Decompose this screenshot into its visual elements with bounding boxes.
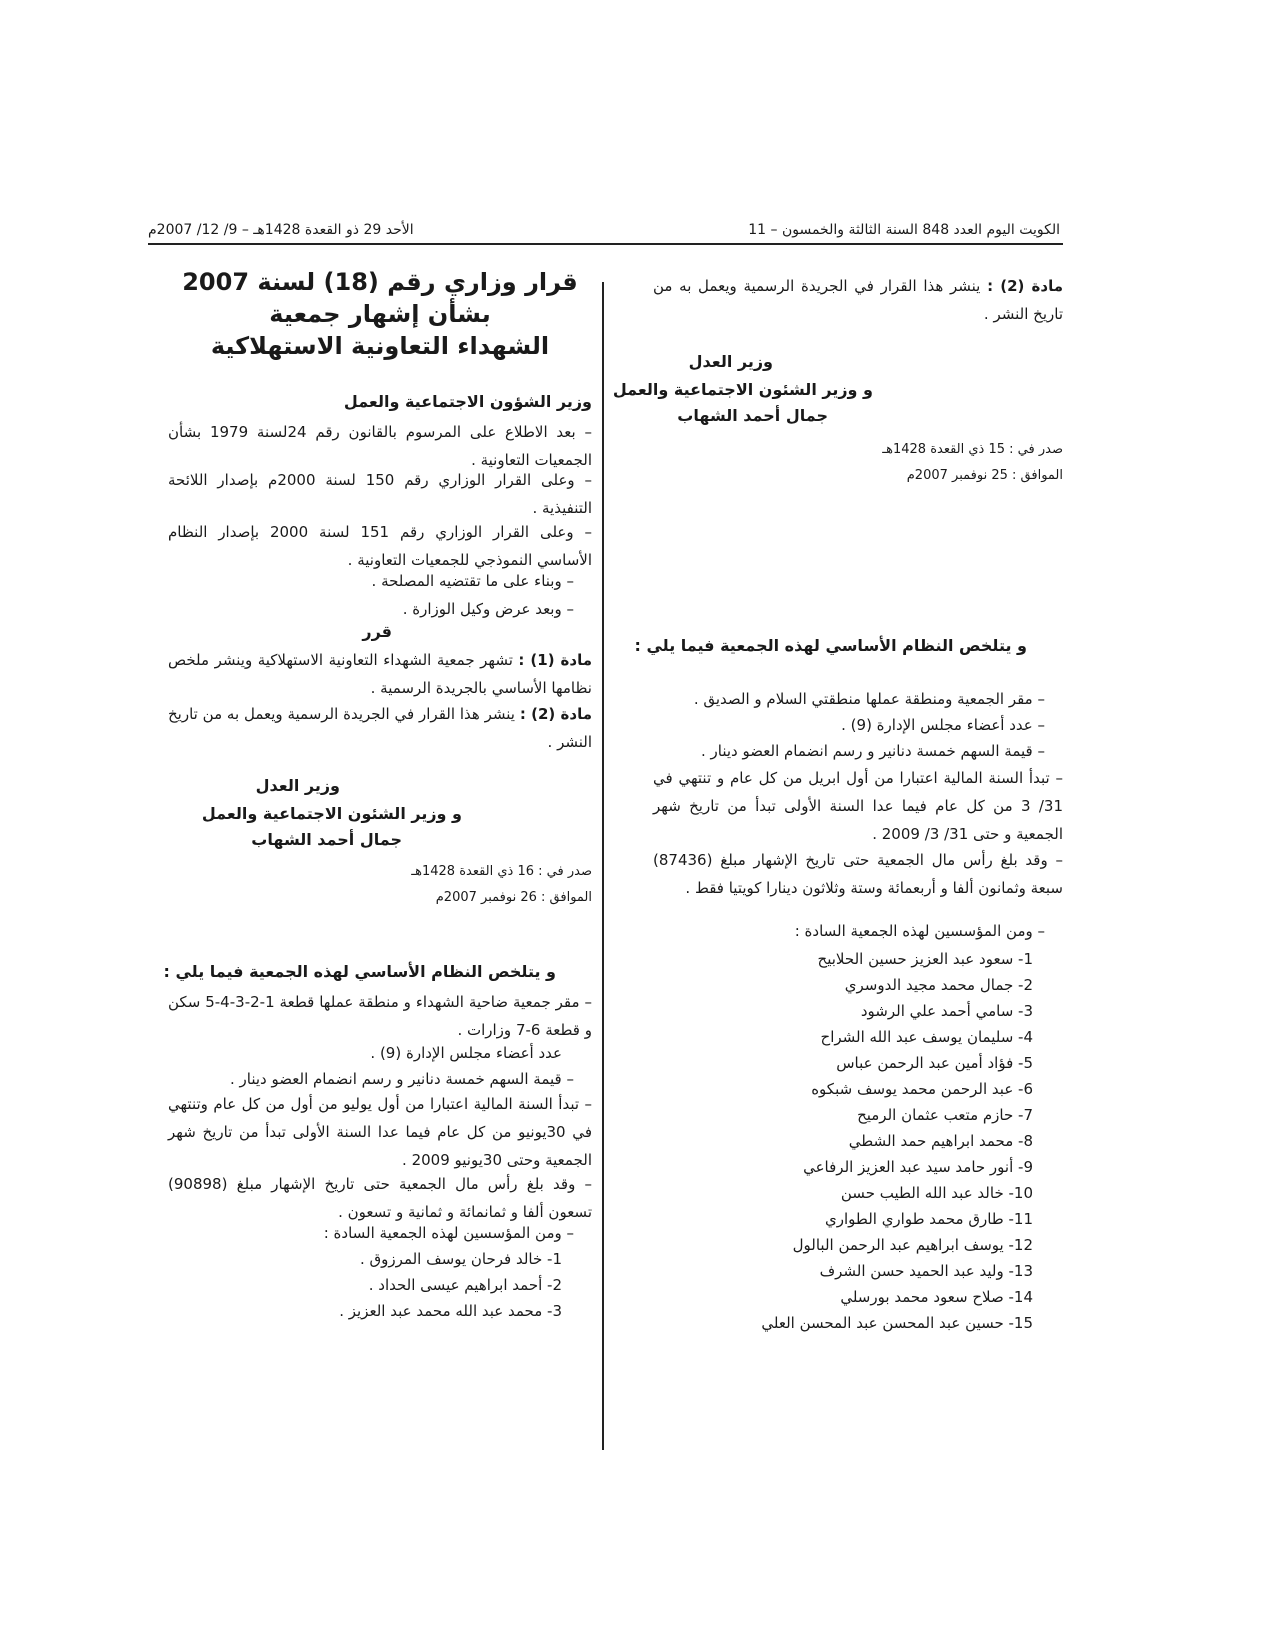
founder-item: 1- سعود عبد العزيز حسين الحلابيح bbox=[817, 950, 1033, 968]
summary-item: – تبدأ السنة المالية اعتبارا من أول ابريل من كل عام و تنتهي في 31/ 3 من كل عام فيما عدا السنة الأولى تبدأ من تاريخ شهر الجمعية و حتى 31/ 3/ 2009 . bbox=[653, 769, 1064, 843]
founder-item: 7- حازم متعب عثمان الرميح bbox=[857, 1106, 1033, 1124]
left-column bbox=[163, 0, 593, 1650]
founder-item: 12- يوسف ابراهيم عبد الرحمن البالول bbox=[792, 1236, 1033, 1254]
founder-item: 4- سليمان يوسف عبد الله الشراح bbox=[820, 1028, 1033, 1046]
article-1-text: تشهر جمعية الشهداء التعاونية الاستهلاكية وينشر ملخص نظامها الأساسي بالجريدة الرسمية . bbox=[168, 651, 592, 697]
founder-item: 6- عبد الرحمن محمد يوسف شبكوه bbox=[811, 1080, 1033, 1098]
signature-title-1: وزير العدل bbox=[255, 776, 340, 795]
preamble-item: – وبعد عرض وكيل الوزارة . bbox=[402, 600, 574, 618]
summary-heading: و يتلخص النظام الأساسي لهذه الجمعية فيما يلي : bbox=[163, 962, 556, 981]
signature-name: جمال أحمد الشهاب bbox=[677, 406, 828, 425]
summary-heading: و يتلخص النظام الأساسي لهذه الجمعية فيما يلي : bbox=[634, 636, 1027, 655]
summary-item: – ومن المؤسسين لهذه الجمعية السادة : bbox=[323, 1224, 574, 1242]
article-2-text: ينشر هذا القرار في الجريدة الرسمية ويعمل به من تاريخ النشر . bbox=[653, 277, 1063, 323]
founder-item: 8- محمد ابراهيم حمد الشطي bbox=[848, 1132, 1033, 1150]
issued-date-hijri: صدر في : 15 ذي القعدة 1428هـ bbox=[882, 442, 1063, 457]
summary-item: – قيمة السهم خمسة دنانير و رسم انضمام العضو دينار . bbox=[701, 742, 1045, 760]
article-2-label: مادة (2) : bbox=[987, 277, 1063, 295]
founder-item: 3- سامي أحمد علي الرشود bbox=[860, 1002, 1033, 1020]
founder-item: 2- جمال محمد مجيد الدوسري bbox=[844, 976, 1033, 994]
minister-heading: وزير الشؤون الاجتماعية والعمل bbox=[343, 392, 592, 411]
issued-date-gregorian: الموافق : 26 نوفمبر 2007م bbox=[435, 890, 592, 905]
signature-title-1: وزير العدل bbox=[688, 352, 773, 371]
article-1 bbox=[168, 646, 592, 702]
issued-date-hijri: صدر في : 16 ذي القعدة 1428هـ bbox=[411, 864, 592, 879]
article-2-label: مادة (2) : bbox=[519, 705, 592, 723]
page-header-right: الكويت اليوم العدد 848 السنة الثالثة والخمسون – 11 bbox=[748, 222, 1060, 238]
founder-item: 15- حسين عبد المحسن عبد المحسن العلي bbox=[761, 1314, 1033, 1332]
founder-item: 13- وليد عبد الحميد حسن الشرف bbox=[819, 1262, 1033, 1280]
preamble-item: – وعلى القرار الوزاري رقم 151 لسنة 2000 بإصدار النظام الأساسي النموذجي للجمعيات التعاونية . bbox=[168, 523, 592, 569]
signature-name: جمال أحمد الشهاب bbox=[251, 830, 402, 849]
summary-item: – مقر الجمعية ومنطقة عملها منطقتي السلام و الصديق . bbox=[693, 690, 1045, 708]
page-header-left: الأحد 29 ذو القعدة 1428هـ – 9/ 12/ 2007م bbox=[148, 222, 414, 238]
signature-title-2: و وزير الشئون الاجتماعية والعمل bbox=[612, 380, 873, 399]
decree-title: قرار وزاري رقم (18) لسنة 2007 bbox=[182, 268, 578, 296]
founder-item: 1- خالد فرحان يوسف المرزوق . bbox=[360, 1250, 562, 1268]
summary-item: – وقد بلغ رأس مال الجمعية حتى تاريخ الإشهار مبلغ (87436) سبعة وثمانون ألفا و أربعمائة وستة وثلاثون دينارا كويتيا فقط . bbox=[653, 851, 1063, 897]
founder-item: 11- طارق محمد طواري الطواري bbox=[824, 1210, 1033, 1228]
founder-item: 3- محمد عبد الله محمد عبد العزيز . bbox=[339, 1302, 562, 1320]
summary-item: – وقد بلغ رأس مال الجمعية حتى تاريخ الإشهار مبلغ (90898) تسعون ألفا و ثمانمائة و ثمانية و تسعون . bbox=[168, 1175, 592, 1221]
preamble-item: – بعد الاطلاع على المرسوم بالقانون رقم 24لسنة 1979 بشأن الجمعيات التعاونية . bbox=[168, 423, 592, 469]
decree-subtitle: بشأن إشهار جمعية bbox=[269, 300, 491, 328]
founder-item: 5- فؤاد أمين عبد الرحمن عباس bbox=[836, 1054, 1033, 1072]
founder-item: 14- صلاح سعود محمد بورسلي bbox=[840, 1288, 1033, 1306]
article-1-label: مادة (1) : bbox=[518, 651, 592, 669]
preamble-item: – وعلى القرار الوزاري رقم 150 لسنة 2000م بإصدار اللائحة التنفيذية . bbox=[168, 471, 593, 517]
preamble-item: – وبناء على ما تقتضيه المصلحة . bbox=[371, 572, 574, 590]
decided-heading: قرر bbox=[362, 622, 392, 641]
article-2-text: ينشر هذا القرار في الجريدة الرسمية ويعمل به من تاريخ النشر . bbox=[168, 705, 592, 751]
issued-date-gregorian: الموافق : 25 نوفمبر 2007م bbox=[906, 468, 1063, 483]
signature-title-2: و وزير الشئون الاجتماعية والعمل bbox=[201, 804, 462, 823]
right-column bbox=[612, 0, 1064, 1650]
summary-item: – مقر جمعية ضاحية الشهداء و منطقة عملها قطعة 1-2-3-4-5 سكن و قطعة 6-7 وزارات . bbox=[168, 993, 592, 1039]
summary-item: – عدد أعضاء مجلس الإدارة (9) . bbox=[841, 716, 1045, 734]
founder-item: 2- أحمد ابراهيم عيسى الحداد . bbox=[368, 1276, 562, 1294]
column-divider bbox=[602, 282, 604, 1450]
founder-item: 9- أنور حامد سيد عبد العزيز الرفاعي bbox=[803, 1158, 1033, 1176]
summary-item: – تبدأ السنة المالية اعتبارا من أول يوليو من أول من كل عام وتنتهي في 30يونيو من كل عام فيما عدا السنة الأولى تبدأ من تاريخ شهر الجمعية وحتى 30يونيو 2009 . bbox=[168, 1095, 592, 1169]
article-2 bbox=[168, 700, 592, 756]
founder-item: 10- خالد عبد الله الطيب حسن bbox=[840, 1184, 1033, 1202]
summary-item: عدد أعضاء مجلس الإدارة (9) . bbox=[370, 1044, 562, 1062]
article-2-continued bbox=[653, 272, 1063, 328]
summary-item: – قيمة السهم خمسة دنانير و رسم انضمام العضو دينار . bbox=[230, 1070, 574, 1088]
association-name: الشهداء التعاونية الاستهلاكية bbox=[210, 332, 550, 360]
summary-item: – ومن المؤسسين لهذه الجمعية السادة : bbox=[794, 922, 1045, 940]
